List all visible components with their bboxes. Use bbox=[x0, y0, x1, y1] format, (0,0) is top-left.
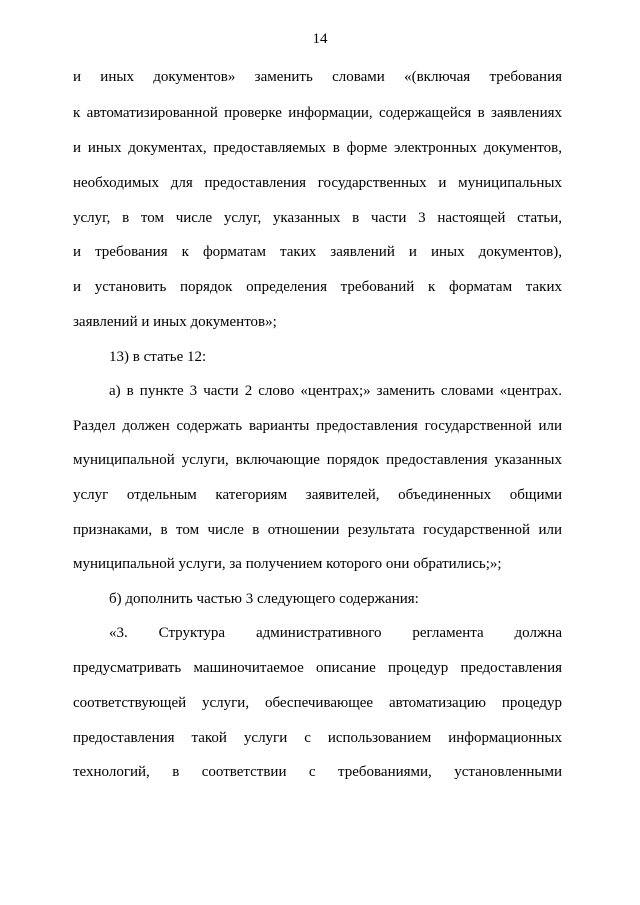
text-line: к автоматизированной проверке информации, содержащейся в заявлениях bbox=[73, 105, 562, 121]
text-line: и иных документов» заменить словами «(включая требования bbox=[73, 69, 562, 85]
text-line: предоставления такой услуги с использованием информационных bbox=[73, 730, 562, 746]
text-line: и требования к форматам таких заявлений и иных документов), bbox=[73, 244, 562, 260]
text-line: заявлений и иных документов»; bbox=[73, 314, 277, 330]
page-number: 14 bbox=[312, 31, 328, 47]
text-line: соответствующей услуги, обеспечивающее автоматизацию процедур bbox=[73, 695, 562, 711]
text-line: технологий, в соответствии с требованиями, установленными bbox=[73, 764, 562, 780]
text-line: и установить порядок определения требований к форматам таких bbox=[73, 279, 562, 295]
text-line: признаками, в том числе в отношении результата государственной или bbox=[73, 522, 562, 538]
text-line: необходимых для предоставления государственных и муниципальных bbox=[73, 175, 562, 191]
text-line: Раздел должен содержать варианты предоставления государственной или bbox=[73, 418, 562, 434]
text-line: и иных документах, предоставляемых в форме электронных документов, bbox=[73, 140, 562, 156]
text-line-item-13: 13) в статье 12: bbox=[109, 349, 207, 365]
text-line-quote-start: «3. Структура административного регламента должна bbox=[109, 625, 562, 641]
text-line: предусматривать машиночитаемое описание процедур предоставления bbox=[73, 660, 562, 676]
text-line-subitem-a: а) в пункте 3 части 2 слово «центрах;» заменить словами «центрах. bbox=[109, 383, 562, 399]
text-line-subitem-b: б) дополнить частью 3 следующего содержания: bbox=[109, 591, 419, 607]
text-line: услуг отдельным категориям заявителей, объединенных общими bbox=[73, 487, 562, 503]
text-line: муниципальной услуги, включающие порядок предоставления указанных bbox=[73, 452, 562, 468]
text-line: услуг, в том числе услуг, указанных в части 3 настоящей статьи, bbox=[73, 210, 562, 226]
text-line: муниципальной услуги, за получением которого они обратились;»; bbox=[73, 556, 502, 572]
